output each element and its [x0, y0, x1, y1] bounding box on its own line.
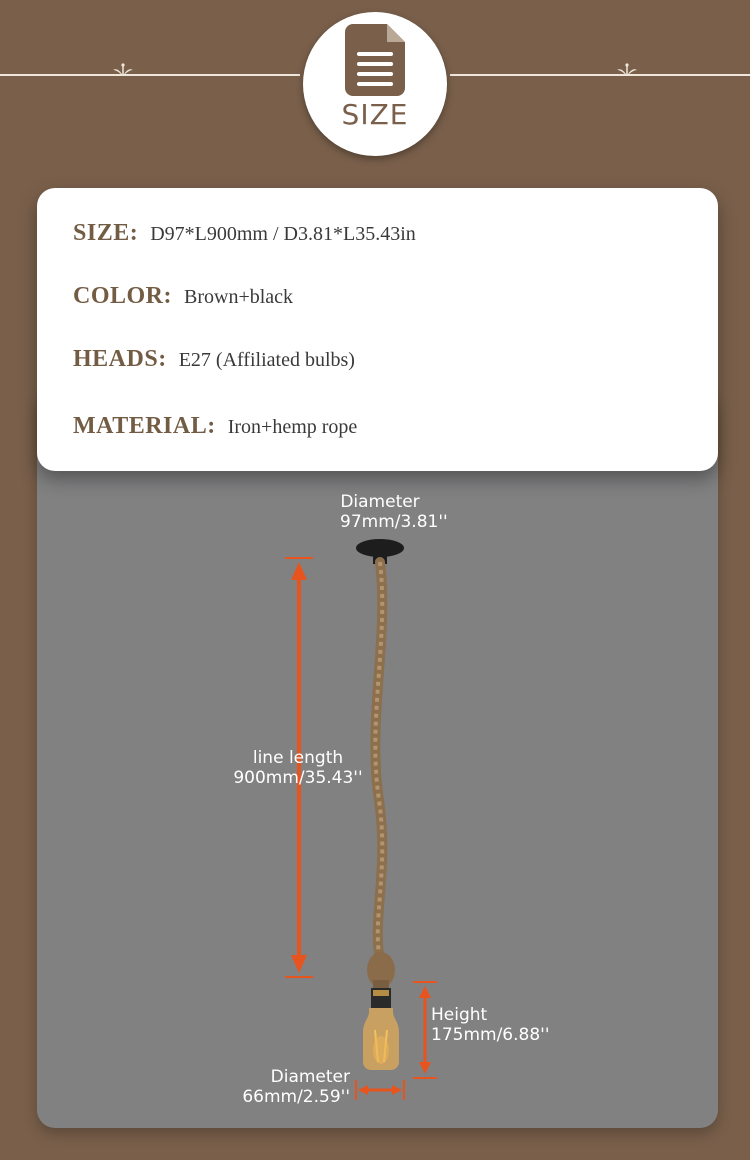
dimension-value: 175mm/6.88'' [431, 1025, 550, 1045]
spec-card [37, 188, 718, 471]
spec-value: Brown+black [184, 286, 294, 308]
size-badge [303, 12, 447, 156]
dimension-label: Diameter [270, 1067, 350, 1087]
flourish-ornament-icon [612, 60, 642, 82]
spec-key: SIZE: [73, 220, 139, 246]
spec-value: E27 (Affiliated bulbs) [178, 349, 355, 371]
height-label [431, 1005, 550, 1045]
product-dimension-image [37, 390, 718, 1128]
flourish-ornament-icon [108, 60, 138, 82]
bulb [363, 988, 399, 1070]
header-divider-left [0, 74, 300, 76]
spec-key: MATERIAL: [73, 413, 216, 439]
spec-row-size [73, 220, 416, 247]
spec-key: HEADS: [73, 346, 167, 372]
hemp-rope [367, 562, 395, 990]
spec-row-heads [73, 346, 355, 373]
spec-value: Iron+hemp rope [227, 416, 358, 438]
bulb-diameter-label [240, 1067, 350, 1107]
badge-label: SIZE [341, 98, 409, 131]
bulb-diameter-arrow [356, 1080, 404, 1100]
dimension-label: Height [431, 1005, 488, 1025]
dimension-label: Diameter [340, 492, 420, 512]
document-icon [345, 24, 405, 96]
dimension-value: 66mm/2.59'' [242, 1087, 350, 1107]
spec-value: D97*L900mm / D3.81*L35.43in [150, 223, 416, 245]
spec-key: COLOR: [73, 283, 172, 309]
header-divider-right [450, 74, 750, 76]
dimension-label: line length [252, 748, 344, 768]
dimension-value: 97mm/3.81'' [340, 512, 448, 532]
canopy-diameter-label [340, 492, 448, 532]
spec-row-material [73, 413, 357, 440]
spec-row-color [73, 283, 293, 310]
line-length-label [227, 748, 369, 788]
dimension-value: 900mm/35.43'' [233, 768, 363, 788]
